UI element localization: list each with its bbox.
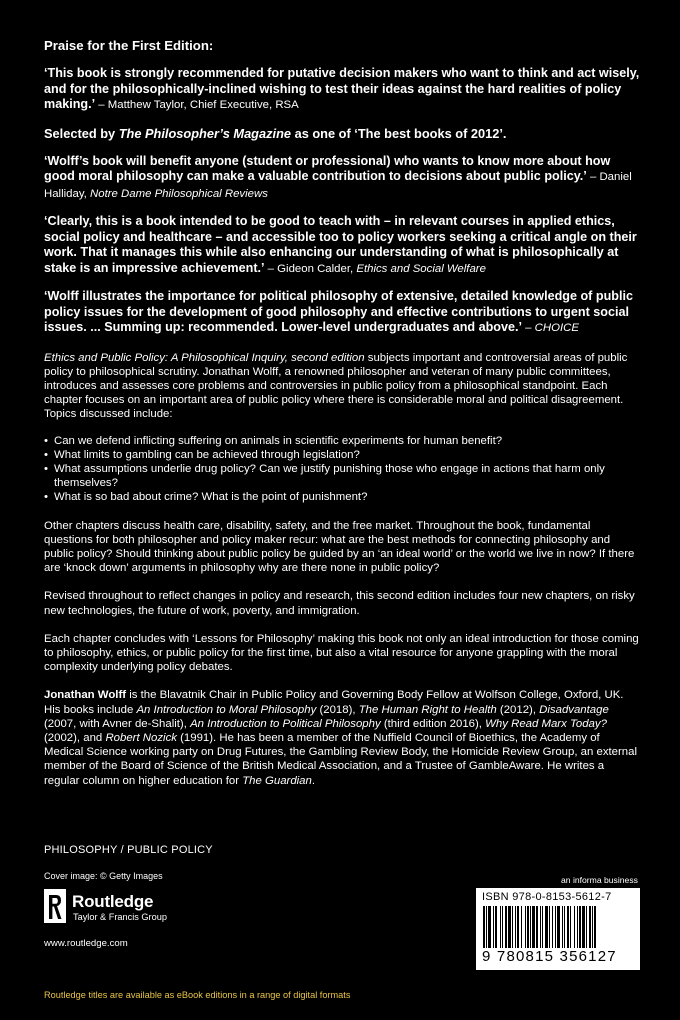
- quote-text: ‘Wolff’s book will benefit anyone (student or professional) who wants to know more about how good moral philosophy can make a valuable contribution to decisions about public policy.’: [44, 153, 611, 183]
- quote-text: ‘Wolff illustrates the importance for political philosophy of extensive, detailed knowledge of public policy issues for the development of good philosophy and effective contributions to urgent social issues. ... Summing up: recommended. Lower-level undergraduates and above.’: [44, 289, 633, 334]
- subject-category: PHILOSOPHY / PUBLIC POLICY: [44, 844, 213, 856]
- barcode-bar: [562, 906, 563, 948]
- review-quote-1: [44, 66, 640, 114]
- barcode-bar: [493, 906, 494, 948]
- list-item: • Can we defend inflicting suffering on animals in scientific experiments for human benefit?: [44, 434, 640, 448]
- barcode-bar: [540, 906, 541, 948]
- list-item: • What limits to gambling can be achieved through legislation?: [44, 448, 640, 462]
- book-title: The Human Right to Health: [358, 703, 497, 716]
- barcode-bar: [517, 906, 519, 948]
- barcode-bar: [483, 906, 485, 948]
- bio-text: (1991). He has been a member of the Nuffield Council of Bioethics, the Academy of Medical Science working party on Drug Futures, the Gambling Review Body, the Homicide Review Group, an external member of the Board of Science of the British Medical Association, and a Trustee of GambleAware. He writes a regular column on higher education for: [44, 731, 638, 787]
- selected-post: as one of ‘The best books of 2012’.: [291, 125, 507, 141]
- quote-source: – CHOICE: [521, 322, 579, 334]
- book-title: An Introduction to Political Philosophy: [190, 717, 381, 730]
- paragraph-revised: Revised throughout to reflect changes in policy and research, this second edition includes four new chapters, on risky new technologies, the future of work, poverty, and immigration.: [44, 590, 635, 617]
- book-title: Ethics and Public Policy: A Philosophical Inquiry, second edition: [44, 351, 365, 364]
- review-quote-2: [44, 154, 640, 203]
- selected-pre: Selected by: [44, 125, 119, 141]
- barcode-bar: [552, 906, 553, 948]
- publisher-website[interactable]: www.routledge.com: [44, 938, 128, 949]
- barcode-bar: [521, 906, 522, 948]
- barcode-icon: [482, 906, 634, 948]
- barcode-bar: [488, 906, 491, 948]
- bio-text: (2018),: [316, 703, 359, 716]
- bio-text: .: [311, 774, 316, 787]
- barcode-bar: [555, 906, 556, 948]
- back-cover-text: [44, 38, 640, 788]
- barcode-bar: [594, 906, 596, 948]
- barcode-bar: [582, 906, 585, 948]
- bio-text: (2012),: [496, 703, 540, 716]
- isbn-label: ISBN 978-0-8153-5612-7: [482, 891, 612, 903]
- barcode-bar: [542, 906, 543, 948]
- bio-text: (2007, with Avner de-Shalit),: [44, 717, 191, 730]
- quote-attribution: – Matthew Taylor, Chief Executive, RSA: [95, 99, 299, 111]
- paragraph-lessons: Each chapter concludes with ‘Lessons for Philosophy’ making this book not only an ideal introduction for those coming to philosophy, ethics, or public policy for the first time, but also a vital resource for anyone grappling with the moral complexity underlying policy debates.: [44, 632, 639, 674]
- book-title: The Guardian: [242, 774, 312, 787]
- barcode-bar: [577, 906, 578, 948]
- list-item: • What is so bad about crime? What is the point of punishment?: [44, 490, 640, 504]
- barcode-bar: [549, 906, 550, 948]
- barcode-bar: [536, 906, 538, 948]
- publisher-name: Routledge: [72, 892, 154, 911]
- barcode-bar: [500, 906, 501, 948]
- barcode-bar: [502, 906, 503, 948]
- book-description: [44, 351, 640, 422]
- barcode-bar: [505, 906, 507, 948]
- barcode-bar: [532, 906, 535, 948]
- review-quote-4: [44, 289, 640, 337]
- barcode-bar: [586, 906, 587, 948]
- bio-text: (2002), and: [44, 731, 106, 744]
- quote-source: Ethics and Social Welfare: [356, 262, 486, 275]
- quote-attribution: – Gideon Calder,: [264, 262, 357, 275]
- barcode-bar: [592, 906, 593, 948]
- book-title: Why Read Marx Today?: [485, 717, 607, 730]
- selected-note: [44, 126, 640, 142]
- barcode-bar: [564, 906, 565, 948]
- list-item: • What assumptions underlie drug policy? Can we justify punishing those who engage in actions that harm only themselves?: [44, 462, 640, 490]
- barcode-bar: [589, 906, 591, 948]
- barcode-bar: [530, 906, 531, 948]
- barcode-bar: [570, 906, 571, 948]
- publisher-group: Taylor & Francis Group: [73, 912, 167, 922]
- barcode-bar: [557, 906, 560, 948]
- quote-text: ‘This book is strongly recommended for putative decision makers who want to think and act wisely, and for the philosophically-inclined wishing to test their ideas against the hard realities of policy making.’: [44, 66, 640, 111]
- barcode-bar: [512, 906, 513, 948]
- isbn-barcode: [476, 888, 640, 970]
- quote-source: Notre Dame Philosophical Reviews: [90, 187, 268, 200]
- cover-credit: Cover image: © Getty Images: [44, 871, 163, 881]
- barcode-bar: [495, 906, 497, 948]
- barcode-bar: [574, 906, 575, 948]
- magazine-name: The Philosopher’s Magazine: [118, 125, 292, 141]
- description-body: subjects important and controversial areas of public policy to philosophical scrutiny. Jonathan Wolff, a renowned philosopher and veteran of many public committees, introduces and assesses core problems and controversies in public policy from a philosophical standpoint. Each chapter focuses on an important area of public policy where there is considerable moral and political disagreement. Topics discussed include:: [44, 351, 628, 421]
- review-quote-3: [44, 214, 640, 277]
- barcode-bar: [545, 906, 548, 948]
- barcode-bar: [525, 906, 526, 948]
- barcode-bar: [508, 906, 511, 948]
- barcode-bar: [515, 906, 516, 948]
- book-title: An Introduction to Moral Philosophy: [136, 703, 317, 716]
- topics-list: [44, 434, 640, 505]
- bio-text: (third edition 2016),: [380, 717, 486, 730]
- author-bio: [44, 688, 640, 787]
- bio-text: is the Blavatnik Chair in Public Policy and Governing Body Fellow at Wolfson College, Oxford, UK. His books include: [44, 689, 624, 716]
- ebook-note: Routledge titles are available as eBook editions in a range of digital formats: [44, 990, 351, 1000]
- paragraph-other-chapters: Other chapters discuss health care, disability, safety, and the free market. Throughout the book, fundamental questions for both philosopher and policy maker recur: what are the best methods for connecting philosophy and public policy? Should thinking about public policy be guided by an ‘an ideal world’ or the world we live in now? If there are ‘knock down’ arguments in philosophy why are there none in public policy?: [44, 519, 635, 575]
- book-title: Disadvantage: [539, 703, 609, 716]
- quote-text: ‘Clearly, this is a book intended to be good to teach with – in relevant courses in applied ethics, social policy and healthcare – and accessible too to policy workers seeking a critical angle on their work. That it manages this while also enhancing our understanding of what is philosophically at stake is an impressive achievement.’: [44, 214, 637, 275]
- author-name: Jonathan Wolff: [44, 689, 127, 702]
- informa-tagline: an informa business: [561, 875, 638, 885]
- barcode-bar: [579, 906, 581, 948]
- barcode-bar: [527, 906, 529, 948]
- publisher-logo: [44, 889, 214, 931]
- barcode-number: 9 780815 356127: [482, 948, 617, 965]
- routledge-logo-icon: [44, 889, 66, 923]
- praise-heading: Praise for the First Edition:: [44, 38, 214, 53]
- book-title: Robert Nozick: [105, 731, 177, 744]
- barcode-bar: [486, 906, 487, 948]
- quote-attribution: – Daniel Halliday,: [44, 171, 632, 200]
- barcode-bar: [567, 906, 569, 948]
